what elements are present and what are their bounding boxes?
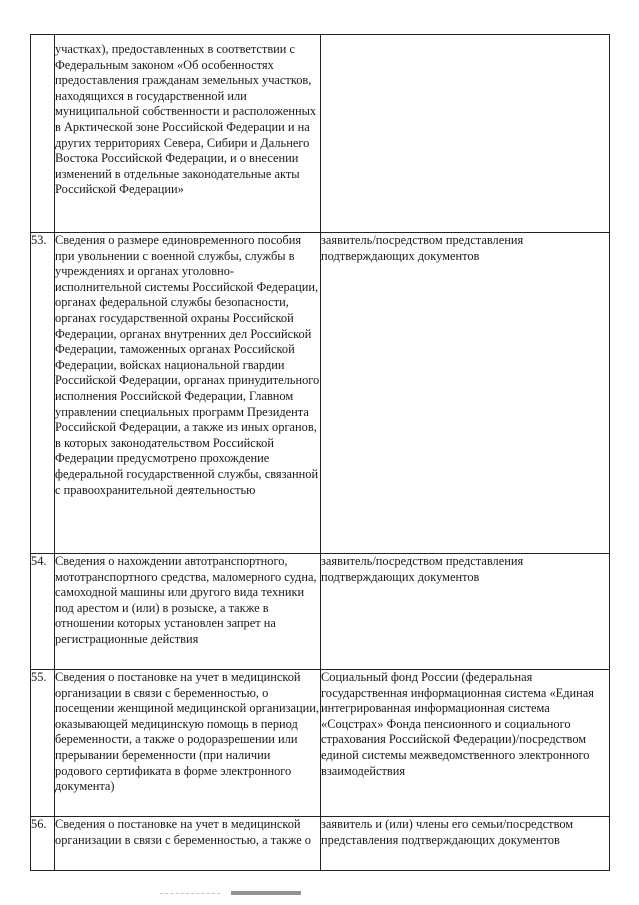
- row-source: заявитель/посредством представления подтверждающих документов: [321, 554, 610, 670]
- row-number: [31, 35, 55, 233]
- table-row: [31, 233, 610, 554]
- row-description: Сведения о постановке на учет в медицинской организации в связи с беременностью, а также о: [55, 817, 321, 871]
- row-source: заявитель/посредством представления подтверждающих документов: [321, 233, 610, 554]
- row-number: 55.: [31, 670, 55, 817]
- row-description: Сведения о размере единовременного пособия при увольнении с военной службы, службы в учреждениях и органах уголовно-исполнительной системы Российской Федерации, органах федеральной службы безопасности, органах государственной охраны Российской Федерации, органах внутренних дел Российской Федерации, таможенных органах Российской Федерации, войсках национальной гвардии Российской Федерации, органах принудительного исполнения Российской Федерации, Главном управлении специальных программ Президента Российской Федерации, а также из иных органов, в которых законодательством Российской Федерации предусмотрено прохождение федеральной государственной службы, связанной с правоохранительной деятельностью: [55, 233, 321, 554]
- row-source: заявитель и (или) члены его семьи/посредством представления подтверждающих документов: [321, 817, 610, 871]
- row-description: Сведения о нахождении автотранспортного, мототранспортного средства, маломерного судна, самоходной машины или другого вида техники под арестом и (или) в розыске, а также в отношении которых установлен запрет на регистрационные действия: [55, 554, 321, 670]
- scan-artifact-line: [160, 893, 220, 895]
- documents-table: [30, 34, 610, 871]
- table-row: [31, 817, 610, 871]
- row-number: 54.: [31, 554, 55, 670]
- row-source: Социальный фонд России (федеральная государственная информационная система «Единая интегрированная информационная система «Соцстрах» Фонда пенсионного и социального страхования Российской Федерации)/посредством единой системы межведомственного электронного взаимодействия: [321, 670, 610, 817]
- row-source: [321, 35, 610, 233]
- table-row: [31, 35, 610, 233]
- row-number: 53.: [31, 233, 55, 554]
- table-row: [31, 554, 610, 670]
- row-description: Сведения о постановке на учет в медицинской организации в связи с беременностью, о посещении женщиной медицинской организации, оказывающей медицинскую помощь в период беременности, а также о родоразрешении или прерывании беременности (при наличии родового сертификата в форме электронного документа): [55, 670, 321, 817]
- row-description: участках), предоставленных в соответствии с Федеральным законом «Об особенностях предоставления гражданам земельных участков, находящихся в государственной или муниципальной собственности и расположенных в Арктической зоне Российской Федерации и на других территориях Севера, Сибири и Дальнего Востока Российской Федерации, и о внесении изменений в отдельные законодательные акты Российской Федерации»: [55, 35, 321, 233]
- row-number: 56.: [31, 817, 55, 871]
- table-row: [31, 670, 610, 817]
- scan-artifact-mark: [231, 891, 301, 895]
